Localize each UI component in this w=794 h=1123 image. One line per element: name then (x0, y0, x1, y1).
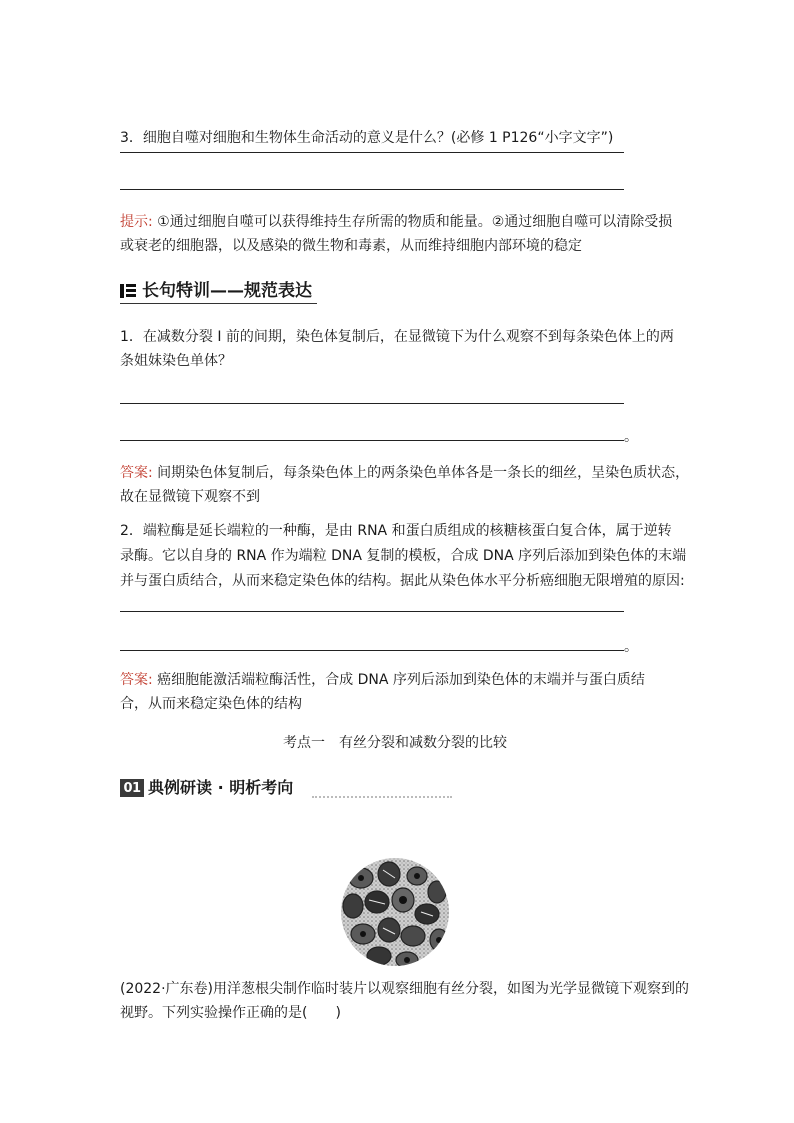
section-dotted-rule (312, 796, 452, 798)
section-number-badge: 01 (120, 779, 144, 797)
section-header-examples (120, 778, 293, 798)
answer-label: 答案: (120, 465, 153, 481)
answer-blank-line (120, 152, 624, 153)
answer-1-line2: 故在显微镜下观察不到 (120, 489, 260, 505)
answer-2-line2: 合，从而来稳定染色体的结构 (120, 696, 302, 712)
section-title: 长句特训——规范表达 (142, 281, 312, 301)
blank-period: 。 (624, 639, 638, 655)
answer-2-line1: 癌细胞能激活端粒酶活性，合成 DNA 序列后添加到染色体的末端并与蛋白质结 (152, 672, 645, 688)
question-2-line3: 并与蛋白质结合，从而来稳定染色体的结构。据此从染色体水平分析癌细胞无限增殖的原因: (120, 573, 685, 589)
answer-blank-line (120, 440, 624, 441)
answer-blank-line (120, 611, 624, 612)
answer-1-line1: 间期染色体复制后，每条染色体上的两条染色单体各是一条长的细丝，呈染色质状态， (152, 465, 690, 481)
answer-1-paragraph (120, 463, 689, 483)
answer-2-paragraph (120, 670, 645, 690)
microscope-field-image (339, 856, 451, 968)
section-underline (120, 303, 317, 304)
hint-text-line2: 或衰老的细胞器，以及感染的微生物和毒素，从而维持细胞内部环境的稳定 (120, 238, 582, 254)
example-question-line2: 视野。下列实验操作正确的是( ) (120, 1005, 341, 1021)
question-2-line1: 2．端粒酶是延长端粒的一种酶，是由 RNA 和蛋白质组成的核糖核蛋白复合体，属于逆转 (120, 523, 672, 539)
example-question-line1: (2022·广东卷)用洋葱根尖制作临时装片以观察细胞有丝分裂，如图为光学显微镜下观察到的 (120, 981, 690, 997)
blank-period: 。 (624, 429, 638, 445)
question-1-line2: 条姐妹染色单体？ (120, 353, 232, 369)
answer-blank-line (120, 650, 624, 651)
section-bars-icon (120, 284, 136, 298)
topic-title: 考点一 有丝分裂和减数分裂的比较 (283, 735, 507, 751)
answer-blank-line (120, 189, 624, 190)
question-1-line1: 1．在减数分裂 Ⅰ 前的间期，染色体复制后，在显微镜下为什么观察不到每条染色体上的两 (120, 329, 674, 345)
question-3-text: 3．细胞自噬对细胞和生物体生命活动的意义是什么？(必修 1 P126“小字文字”) (120, 130, 614, 146)
hint-label: 提示: (120, 214, 153, 230)
section-header-long-sentence (120, 280, 312, 302)
hint-text-line1: ①通过细胞自噬可以获得维持生存所需的物质和能量。②通过细胞自噬可以清除受损 (152, 214, 673, 230)
answer-label: 答案: (120, 672, 153, 688)
answer-blank-line (120, 403, 624, 404)
hint-paragraph (120, 212, 672, 232)
section-title: 典例研读 · 明析考向 (148, 778, 294, 797)
question-2-line2: 录酶。它以自身的 RNA 作为端粒 DNA 复制的模板，合成 DNA 序列后添加到染色体的末端 (120, 548, 687, 564)
